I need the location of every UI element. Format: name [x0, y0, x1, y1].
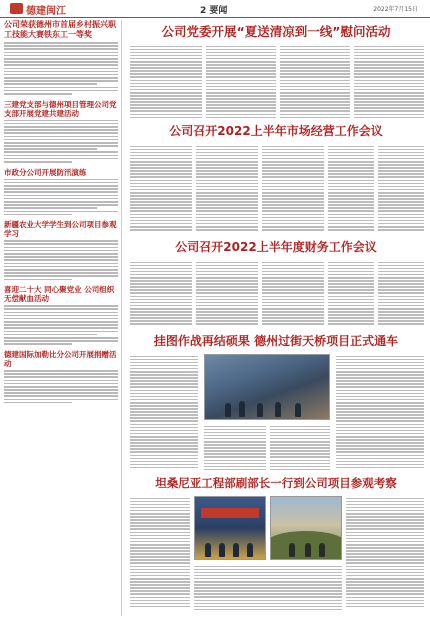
- article-body: [262, 144, 324, 236]
- article-body: [4, 120, 118, 163]
- left-article-title: 德建国际加勒比分公司开展捐赠活动: [4, 349, 117, 368]
- article-body: [130, 44, 202, 122]
- article-body: [4, 179, 118, 216]
- left-article: [4, 220, 118, 280]
- article-body: [328, 260, 374, 330]
- edition-date: 2022年7月15日: [373, 6, 418, 13]
- left-article: [4, 350, 118, 403]
- article-body: [130, 144, 192, 236]
- left-article: [4, 100, 118, 163]
- article-body: [196, 260, 258, 330]
- article-body: [270, 424, 330, 474]
- article-body: [346, 496, 424, 614]
- article-body: [130, 260, 192, 330]
- article-body: [196, 144, 258, 236]
- article-body: [354, 44, 424, 122]
- left-article: [4, 20, 118, 95]
- headline-finance-meeting: 公司召开2022上半年度财务工作会议: [175, 240, 377, 254]
- article-body: [262, 260, 324, 330]
- headline-market-meeting: 公司召开2022上半年市场经营工作会议: [169, 124, 383, 138]
- page-number: 2 要闻: [200, 6, 228, 16]
- left-article: [4, 168, 118, 216]
- article-body: [378, 144, 424, 236]
- article-body: [4, 305, 118, 345]
- article-body: [378, 260, 424, 330]
- left-article-title: 三建党支部与德州项目管理公司党支部开展党建共建活动: [4, 99, 117, 118]
- article-body: [130, 354, 198, 474]
- article-body: [206, 44, 276, 122]
- article-body: [204, 424, 266, 474]
- brand-title: 德建闽江: [26, 6, 66, 17]
- article-body: [280, 44, 350, 122]
- article-body: [4, 42, 118, 95]
- construction-workers-photo: [204, 354, 330, 420]
- article-body: [194, 564, 342, 614]
- project-site-photo: [270, 496, 342, 560]
- left-article-title: 公司荣获德州市首届乡村振兴职工技能大赛铁东工一等奖: [4, 20, 116, 39]
- article-body: [328, 144, 374, 236]
- company-logo-icon: [10, 3, 23, 14]
- left-article-title: 喜迎二十大 同心聚党业 公司组织无偿献血活动: [4, 285, 115, 304]
- left-news-column: [4, 20, 122, 616]
- article-body: [4, 240, 118, 280]
- article-body: [336, 354, 424, 474]
- headline-overpass-opening: 挂图作战再结硕果 德州过街天桥项目正式通车: [153, 334, 399, 348]
- headline-tanzania-visit: 坦桑尼亚工程部刷部长一行到公司项目参观考察: [155, 476, 397, 490]
- masthead: [0, 0, 430, 18]
- left-article: [4, 285, 118, 345]
- delegation-signboard-photo: [194, 496, 266, 560]
- headline-summer-visit: 公司党委开展“夏送清凉到一线”慰问活动: [161, 24, 391, 39]
- left-article-title: 新疆农业大学学生到公司项目参观学习: [4, 220, 117, 239]
- left-article-title: 市政分公司开展防汛演练: [4, 167, 87, 177]
- article-body: [130, 496, 190, 614]
- article-body: [4, 370, 118, 403]
